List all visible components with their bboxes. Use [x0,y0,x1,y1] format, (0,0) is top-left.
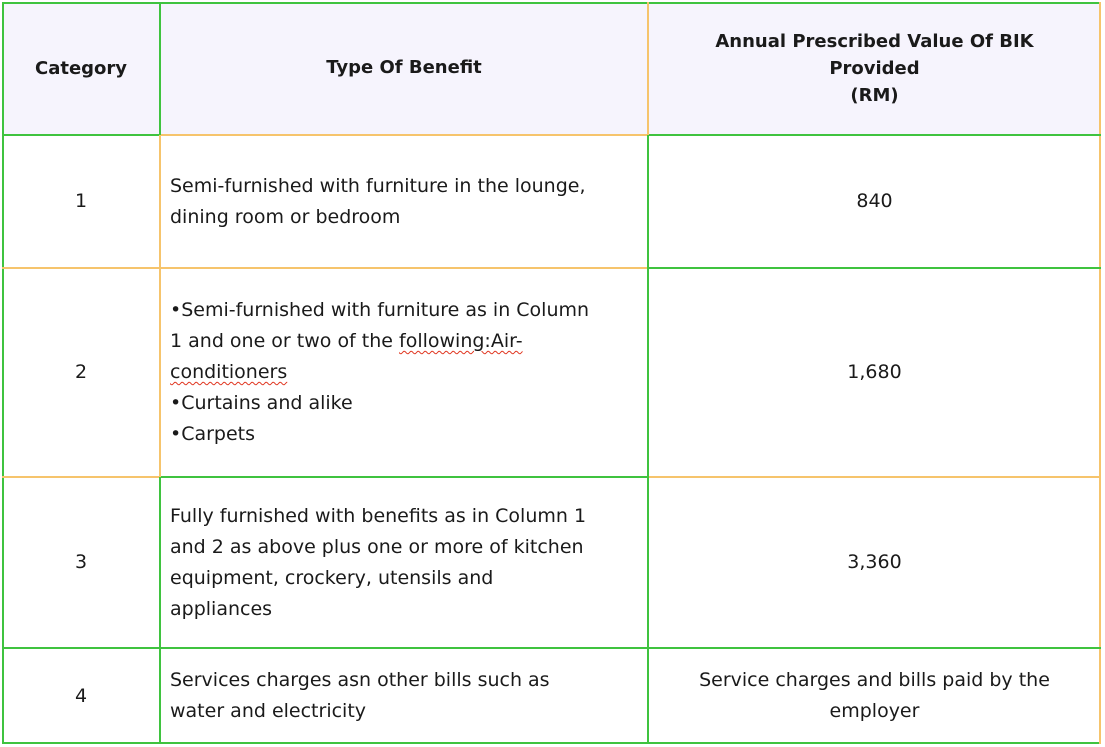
row-1-value [648,135,1101,268]
header-value-line2: Provided [829,58,920,79]
row-divider [2,476,160,478]
row-4-type [160,648,648,744]
col-divider [159,477,161,744]
row-2-type-text: 1 and one or two of the [170,330,400,352]
border-right [1099,2,1101,744]
bik-table [2,2,1101,744]
spellcheck-flagged-word: conditioners [170,361,288,383]
row-4-value [648,648,1101,744]
row-3-category [2,477,160,648]
row-1-type-line: Semi-furnished with furniture in the lounge, [170,174,586,197]
row-2-value-text: 1,680 [847,361,902,383]
row-divider [2,134,160,136]
row-2-type-line-2 [170,326,589,357]
header-category [2,2,160,135]
header-category-label: Category [34,58,128,79]
row-3-value-text: 3,360 [847,551,902,573]
row-divider [2,647,1101,649]
row-4-value-line: employer [829,700,920,722]
row-3-type-line: appliances [170,597,273,620]
row-divider [160,267,648,269]
row-1-category-value: 1 [74,190,88,212]
row-3-type-line: equipment, crockery, utensils and [170,566,494,589]
header-value-line1: Annual Prescribed Value Of BIK [715,31,1034,52]
row-divider [160,134,648,136]
row-4-type-line: Services charges asn other bills such as [170,669,550,691]
row-2-type [160,268,648,477]
border-left [2,2,4,744]
row-2-category-value: 2 [74,361,88,383]
row-3-type-line: Fully furnished with benefits as in Column 1 [170,504,587,527]
header-type-label: Type Of Benefit [326,57,482,78]
row-4-value-line: Service charges and bills paid by the [699,669,1050,691]
border-bottom [2,742,1101,744]
col-divider [647,2,649,135]
row-1-value-text: 840 [856,190,893,212]
row-divider [648,267,1101,269]
row-1-type-line: dining room or bedroom [170,205,401,228]
row-3-value [648,477,1101,648]
row-divider [648,476,1101,478]
border-top [2,2,1101,4]
header-annual-value [648,2,1101,135]
row-1-category [2,135,160,268]
row-2-bullet: •Carpets [170,423,256,445]
row-2-value [648,268,1101,477]
col-divider [159,2,161,135]
row-3-type-line: and 2 as above plus one or more of kitchen [170,535,584,558]
header-value-line3: (RM) [850,85,899,106]
row-divider [648,134,1101,136]
row-1-type [160,135,648,268]
row-4-type-line: water and electricity [170,700,367,722]
row-3-category-value: 3 [74,551,88,573]
row-4-category [2,648,160,744]
header-type-of-benefit [160,2,648,135]
row-divider [2,267,160,269]
col-divider [647,135,649,744]
row-4-category-value: 4 [74,684,88,707]
col-divider [159,135,161,477]
row-divider [160,476,648,478]
row-2-category [2,268,160,477]
row-3-type [160,477,648,648]
spellcheck-flagged-word: following:Air- [399,330,523,352]
row-2-type-line: •Semi-furnished with furniture as in Column [170,299,590,321]
row-2-bullet: •Curtains and alike [170,392,353,414]
